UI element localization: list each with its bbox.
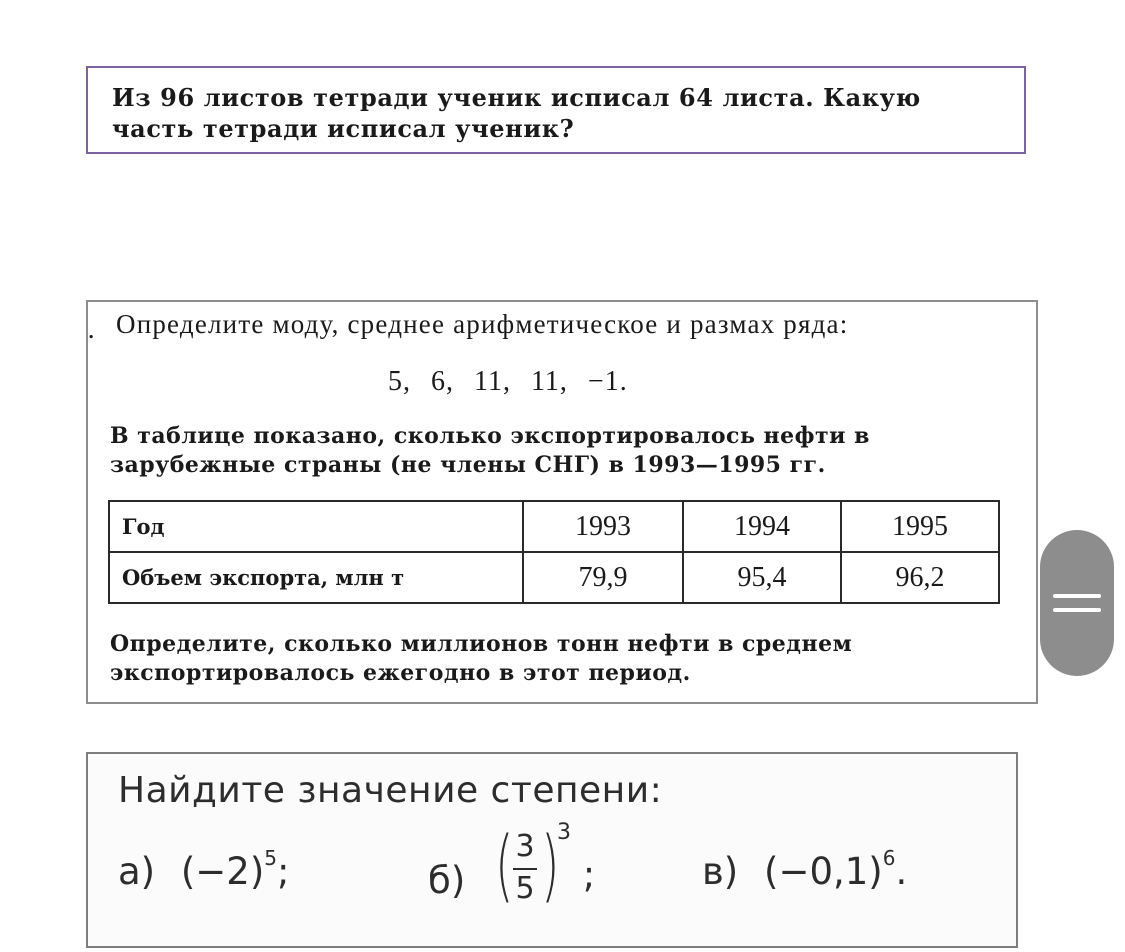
table-value-cell: 79,9 [523,552,683,603]
item-end: ; [277,850,290,893]
item-label: в) [702,850,739,893]
table-intro-text: В таблице показано, сколько экспортировалось нефти в зарубежные страны (не члены СНГ) в 1993—1995 гг. [110,423,870,478]
fraction-numerator: 3 [515,829,535,864]
item-power: 5 [264,845,278,870]
table-row-label: Объем экспорта, млн т [109,552,523,603]
problem-3-heading: Найдите значение степени: [118,770,663,811]
floating-handle-button[interactable] [1040,530,1114,676]
item-end: . [895,850,908,893]
power-item-a [118,845,290,893]
item-label: а) [118,850,156,893]
item-label: б) [428,858,466,902]
table-year-cell: 1993 [523,501,683,552]
table-year-cell: 1994 [683,501,841,552]
item-power: 3 [557,820,572,845]
power-item-c [702,845,908,893]
edge-mark: . [88,322,95,343]
mode-task-text: Определите моду, среднее арифметическое и размах ряда: [116,309,849,339]
table-header-label: Год [109,501,523,552]
problem-2-box [86,300,1038,704]
problem-1-text: Из 96 листов тетради ученик исписал 64 листа. Какую часть тетради исписал ученик? [112,83,921,143]
number-series: 5, 6, 11, 11, −1. [388,366,628,397]
problem-1-box [86,66,1026,154]
oil-export-table [108,500,1000,604]
item-power: 6 [882,845,896,870]
table-row [109,552,999,603]
item-expression: (−2) [180,850,265,893]
question-text: Определите, сколько миллионов тонн нефти в среднем экспортировалось ежегодно в этот период. [110,631,853,686]
item-expression: (−0,1) [764,850,883,893]
table-year-cell: 1995 [841,501,999,552]
fraction-denominator: 5 [515,871,535,906]
table-value-cell: 96,2 [841,552,999,603]
power-item-b [428,820,596,914]
item-end: ; [582,852,596,896]
table-row [109,501,999,552]
problem-3-box [86,752,1018,948]
fraction-expression: ( 3 5 ) 3 [495,820,572,911]
table-value-cell: 95,4 [683,552,841,603]
